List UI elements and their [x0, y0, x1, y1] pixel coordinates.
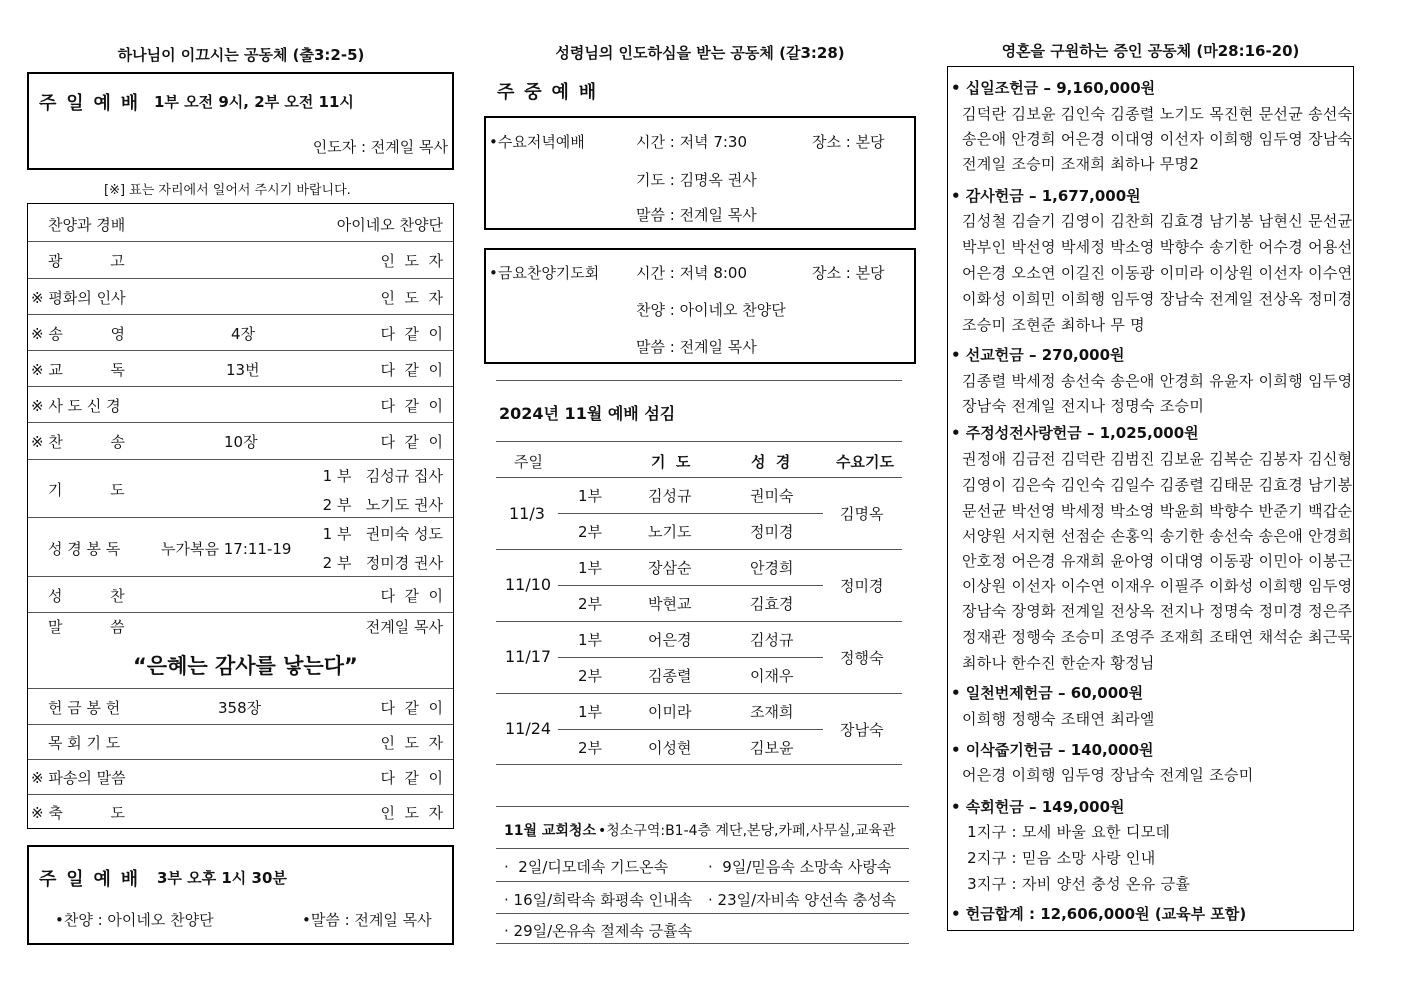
cleaning-day: · 29일/온유속 절제속 긍휼속 [504, 922, 693, 940]
cleaning-day: · 2일/디모데속 기드온속 [504, 858, 669, 876]
order-item: 찬양과 경배 [48, 216, 126, 234]
left-column-title: 하나님이 이끄시는 공동체 (출3:2-5) [117, 46, 365, 64]
offering-names: 어은경 이희행 임두영 장남숙 전계일 조승미 [962, 766, 1254, 784]
schedule-scripture: 권미숙 [750, 487, 794, 505]
offering-names: 3지구 : 자비 양선 충성 온유 긍휼 [962, 875, 1191, 893]
order-who: 다 같 이 [380, 433, 443, 451]
schedule-table [496, 441, 902, 765]
sunday-service-leader: 인도자 : 전계일 목사 [312, 138, 448, 156]
schedule-header: 수요기도 [836, 453, 894, 471]
offering-title: • 속회헌금 – 149,000원 [951, 798, 1125, 816]
order-who: 1 부 김성규 집사 [322, 467, 443, 485]
schedule-part: 1부 [578, 631, 603, 649]
offering-names: 어은경 오소연 이길진 이동광 이미라 이상원 이선자 이수연 [962, 264, 1353, 282]
offering-names: 장남숙 전계일 전지나 정명숙 조승미 [962, 397, 1205, 415]
schedule-scripture: 김성규 [750, 631, 794, 649]
offering-names: 이화성 이희민 이희행 임두영 장남숙 전계일 전상옥 정미경 [962, 290, 1353, 308]
order-who: 다 같 이 [380, 397, 443, 415]
schedule-part: 1부 [578, 703, 603, 721]
offering-title: • 십일조헌금 – 9,160,000원 [951, 79, 1156, 97]
sunday-service-box [27, 72, 454, 170]
schedule-prayer: 장삼순 [648, 559, 692, 577]
schedule-prayer: 노기도 [648, 523, 692, 541]
offering-names: 이희행 정행숙 조태연 최라엘 [962, 710, 1155, 728]
schedule-prayer: 이성현 [648, 739, 692, 757]
offering-names: 전계일 조승미 조재희 최하나 무명2 [962, 155, 1200, 173]
order-item: 성 경 봉 독 [48, 540, 121, 558]
middle-column-title: 성령님의 인도하심을 받는 공동체 (갈3:28) [555, 44, 845, 62]
schedule-wednesday: 김명옥 [840, 505, 884, 523]
offering-names: 문선균 박선영 박세정 박소영 박윤희 박향수 반준기 백갑순 [962, 502, 1353, 520]
offering-title: • 일천번제헌금 – 60,000원 [951, 684, 1144, 702]
order-item: ※ 파송의 말씀 [31, 769, 126, 787]
wednesday-service-name: •수요저녁예배 [489, 133, 585, 151]
friday-service-word: 말씀 : 전계일 목사 [636, 338, 757, 356]
order-item: 성 찬 [48, 587, 125, 605]
order-item: 목 회 기 도 [48, 734, 121, 752]
order-item: ※ 사 도 신 경 [31, 397, 121, 415]
order-detail: 4장 [231, 325, 256, 343]
order-who: 다 같 이 [380, 361, 443, 379]
third-service-box [27, 845, 454, 945]
order-who: 인 도 자 [380, 252, 443, 270]
order-who: 2 부 노기도 권사 [322, 496, 443, 514]
schedule-scripture: 정미경 [750, 523, 794, 541]
offering-title: • 주정성전사랑헌금 – 1,025,000원 [951, 424, 1199, 442]
order-detail: 10장 [224, 433, 258, 451]
offering-names: 서양원 서지현 선점순 손홍익 송기한 송선숙 송은애 안경희 [962, 527, 1353, 545]
schedule-part: 1부 [578, 487, 603, 505]
wednesday-service-place: 장소 : 본당 [812, 133, 885, 151]
offering-names: 이상원 이선자 이수연 이재우 이필주 이화성 이희행 임두영 [962, 577, 1353, 595]
order-item: 말 씀 [48, 618, 125, 636]
schedule-wednesday: 정행숙 [840, 649, 884, 667]
schedule-wednesday: 정미경 [840, 577, 884, 595]
schedule-date: 11/3 [509, 504, 545, 523]
schedule-scripture: 김효경 [750, 595, 794, 613]
order-who: 인 도 자 [380, 289, 443, 307]
cleaning-day: · 16일/희락속 화평속 인내속 [504, 891, 693, 909]
order-item: ※ 축 도 [31, 804, 125, 822]
offering-names: 조승미 조현준 최하나 무 명 [962, 316, 1145, 334]
schedule-prayer: 김성규 [648, 487, 692, 505]
order-detail: 누가복음 17:11-19 [161, 540, 292, 558]
third-service-praise: •찬양 : 아이네오 찬양단 [55, 911, 214, 929]
friday-service-name: •금요찬양기도회 [489, 264, 600, 282]
third-service-word: •말씀 : 전계일 목사 [302, 911, 432, 929]
wednesday-service-time: 시간 : 저녁 7:30 [636, 133, 748, 151]
order-who: 인 도 자 [380, 734, 443, 752]
schedule-prayer: 이미라 [648, 703, 692, 721]
friday-service-time: 시간 : 저녁 8:00 [636, 264, 748, 282]
schedule-prayer: 박현교 [648, 595, 692, 613]
sunday-service-times: 1부 오전 9시, 2부 오전 11시 [154, 93, 354, 111]
sunday-service-title: 주 일 예 배 [39, 93, 140, 114]
wednesday-service-box [484, 116, 916, 230]
schedule-header: 기 도 [651, 453, 691, 471]
offering-names: 2지구 : 믿음 소망 사랑 인내 [962, 849, 1156, 867]
schedule-scripture: 조재희 [750, 703, 794, 721]
schedule-part: 2부 [578, 523, 603, 541]
order-item: 헌 금 봉 헌 [48, 699, 121, 717]
schedule-prayer: 김종렬 [648, 667, 692, 685]
cleaning-title: 11월 교회청소 [504, 823, 596, 839]
schedule-header: 성 경 [751, 453, 791, 471]
order-who: 아이네오 찬양단 [336, 216, 443, 234]
third-service-title: 주 일 예 배 [39, 869, 140, 890]
cleaning-section [496, 806, 909, 946]
schedule-scripture: 이재우 [750, 667, 794, 685]
cleaning-day: · 9일/믿음속 소망속 사랑속 [708, 858, 892, 876]
offering-names: 김영이 김은숙 김인숙 김일수 김종렬 김태문 김효경 남기봉 [962, 476, 1353, 494]
order-detail: 13번 [226, 361, 260, 379]
schedule-part: 2부 [578, 667, 603, 685]
order-item: ※ 찬 송 [31, 433, 125, 451]
order-who: 인 도 자 [380, 804, 443, 822]
order-who: 1 부 권미숙 성도 [322, 525, 443, 543]
offering-names: 안호정 어은경 유재희 윤아영 이대영 이동광 이민아 이봉근 [962, 552, 1353, 570]
schedule-part: 1부 [578, 559, 603, 577]
friday-service-box [484, 248, 916, 364]
offering-names: 김성철 김슬기 김영이 김찬희 김효경 남기봉 남현신 문선균 [962, 212, 1353, 230]
offering-names: 송은애 안경희 어은경 이대영 이선자 이희행 임두영 장남숙 [962, 130, 1353, 148]
order-who: 다 같 이 [380, 769, 443, 787]
offering-names: 최하나 한수진 한순자 황정님 [962, 654, 1155, 672]
offering-title: • 이삭줍기헌금 – 140,000원 [951, 741, 1154, 759]
offering-title: • 감사헌금 – 1,677,000원 [951, 187, 1141, 205]
wednesday-service-word: 말씀 : 전계일 목사 [636, 206, 757, 224]
standing-notice: [※] 표는 자리에서 일어서 주시기 바랍니다. [104, 183, 351, 198]
schedule-prayer: 어은경 [648, 631, 692, 649]
order-who: 다 같 이 [380, 587, 443, 605]
offering-names: 김덕란 김보윤 김인숙 김종렬 노기도 목진현 문선균 송선숙 [962, 105, 1353, 123]
wednesday-service-prayer: 기도 : 김명옥 권사 [636, 171, 757, 189]
schedule-scripture: 김보윤 [750, 739, 794, 757]
schedule-part: 2부 [578, 595, 603, 613]
order-who: 다 같 이 [380, 325, 443, 343]
schedule-part: 2부 [578, 739, 603, 757]
offering-names: 정재관 정행숙 조승미 조영주 조재희 조태연 채석순 최근묵 [962, 628, 1353, 646]
schedule-date: 11/17 [505, 647, 552, 666]
order-item: 기 도 [48, 481, 125, 499]
order-of-worship-table [27, 203, 454, 829]
third-service-time: 3부 오후 1시 30분 [157, 869, 287, 887]
midweek-heading: 주 중 예 배 [497, 82, 598, 103]
order-item: ※ 송 영 [31, 325, 125, 343]
order-item: ※ 교 독 [31, 361, 125, 379]
offering-names: 박부인 박선영 박세정 박소영 박향수 송기한 어수경 어용선 [962, 238, 1353, 256]
order-who: 전계일 목사 [365, 618, 443, 636]
order-who: 다 같 이 [380, 699, 443, 717]
offering-list [947, 66, 1354, 931]
schedule-header: 주일 [514, 453, 543, 471]
cleaning-area: •청소구역:B1-4층 계단,본당,카페,사무실,교육관 [598, 823, 896, 839]
offering-total: • 헌금합계 : 12,606,000원 (교육부 포함) [951, 905, 1247, 923]
schedule-date: 11/10 [505, 575, 552, 594]
cleaning-day: · 23일/자비속 양선속 충성속 [708, 891, 897, 909]
friday-service-place: 장소 : 본당 [812, 264, 885, 282]
schedule-title: 2024년 11월 예배 섬김 [499, 404, 676, 423]
offering-names: 김종렬 박세정 송선숙 송은애 안경희 유윤자 이희행 임두영 [962, 372, 1353, 390]
schedule-date: 11/24 [505, 719, 552, 738]
friday-service-praise: 찬양 : 아이네오 찬양단 [636, 301, 786, 319]
right-column-title: 영혼을 구원하는 증인 공동체 (마28:16-20) [1001, 42, 1300, 60]
offering-title: • 선교헌금 – 270,000원 [951, 346, 1125, 364]
order-item: ※ 평화의 인사 [31, 289, 126, 307]
offering-names: 1지구 : 모세 바울 요한 디모데 [962, 823, 1171, 841]
order-who: 2 부 정미경 권사 [322, 554, 443, 572]
order-detail: 358장 [218, 699, 262, 717]
order-item: 광 고 [48, 252, 125, 270]
offering-names: 장남숙 장영화 전계일 전상옥 전지나 정명숙 정미경 정은주 [962, 602, 1353, 620]
offering-names: 권정애 김금전 김덕란 김범진 김보윤 김복순 김봉자 김신형 [962, 450, 1353, 468]
schedule-wednesday: 장남숙 [840, 721, 884, 739]
sermon-title: “은혜는 감사를 낳는다” [133, 654, 358, 678]
schedule-scripture: 안경희 [750, 559, 794, 577]
